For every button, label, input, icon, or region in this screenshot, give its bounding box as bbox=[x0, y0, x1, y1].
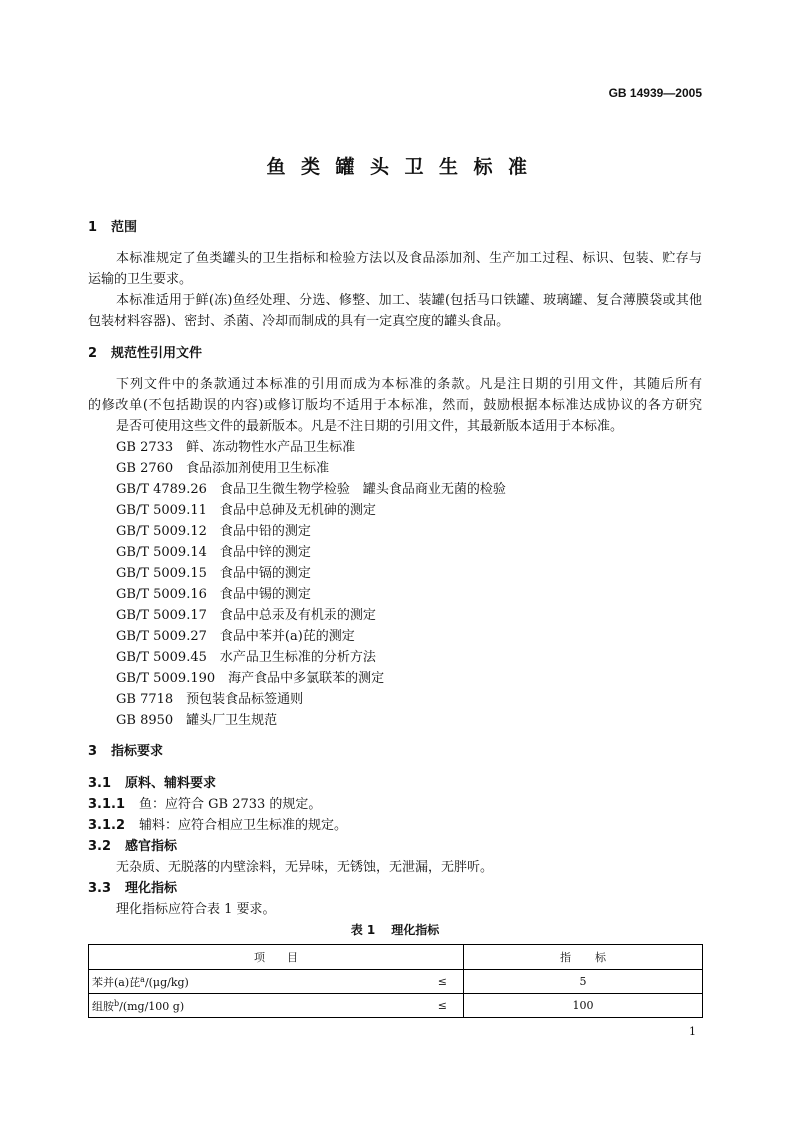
section-number: 2 bbox=[88, 346, 98, 361]
reference-code: GB/T 5009.17 bbox=[116, 608, 207, 623]
item-unit: /(mg/100 g) bbox=[119, 999, 185, 1013]
reference-item bbox=[88, 521, 702, 542]
table-caption bbox=[0, 920, 790, 941]
reference-title: 食品中镉的测定 bbox=[219, 566, 311, 581]
subsection-3-3-heading bbox=[88, 878, 702, 899]
paragraph-line: 的修改单(不包括勘误的内容)或修订版均不适用于本标准，然而，鼓励根据本标准达成协议的各方研究 bbox=[88, 398, 702, 413]
document-title: 鱼类罐头卫生标准 bbox=[266, 156, 543, 178]
subsection-3-1-heading bbox=[88, 773, 702, 794]
reference-item bbox=[88, 437, 702, 458]
section-1-heading bbox=[88, 217, 702, 238]
page-number: 1 bbox=[689, 1025, 696, 1038]
reference-title: 食品中铅的测定 bbox=[219, 524, 311, 539]
clause-3-1-2 bbox=[88, 815, 702, 836]
item-name: 苯并(a)芘 bbox=[92, 975, 141, 989]
reference-code: GB/T 4789.26 bbox=[116, 482, 207, 497]
reference-item bbox=[88, 647, 702, 668]
section-number: 1 bbox=[88, 220, 98, 235]
reference-title: 食品中锡的测定 bbox=[219, 587, 311, 602]
reference-title: 预包装食品标签通则 bbox=[186, 692, 304, 707]
reference-code: GB/T 5009.14 bbox=[116, 545, 207, 560]
reference-item bbox=[88, 668, 702, 689]
paragraph-line: 理化指标应符合表 1 要求。 bbox=[116, 902, 276, 917]
clause-3-1-1 bbox=[88, 794, 702, 815]
paragraph-line: 无杂质、无脱落的内壁涂料，无异味，无锈蚀，无泄漏，无胖听。 bbox=[116, 860, 494, 875]
clause-number: 3.1.2 bbox=[88, 818, 126, 833]
subsection-number: 3.3 bbox=[88, 881, 112, 896]
clause-number: 3.1.1 bbox=[88, 797, 126, 812]
reference-title: 食品卫生微生物学检验 罐头食品商业无菌的检验 bbox=[219, 482, 506, 497]
section-number: 3 bbox=[88, 744, 98, 759]
table-row bbox=[89, 970, 703, 994]
section-title: 规范性引用文件 bbox=[111, 346, 203, 361]
subsection-number: 3.1 bbox=[88, 776, 112, 791]
section-title: 范围 bbox=[111, 220, 138, 235]
reference-code: GB 2733 bbox=[116, 440, 174, 455]
operator-symbol: ≤ bbox=[437, 975, 447, 988]
table-cell-item bbox=[89, 994, 464, 1018]
reference-item bbox=[88, 710, 702, 731]
table-1 bbox=[88, 944, 703, 1018]
item-unit: /(μg/kg) bbox=[144, 975, 189, 989]
clause-text: 鱼：应符合 GB 2733 的规定。 bbox=[139, 797, 322, 812]
subsection-title: 原料、辅料要求 bbox=[125, 776, 217, 791]
reference-item bbox=[88, 458, 702, 479]
table-header-cell: 指标 bbox=[464, 945, 703, 970]
reference-code: GB/T 5009.12 bbox=[116, 524, 207, 539]
reference-item bbox=[88, 542, 702, 563]
footnote-mark: b bbox=[114, 998, 120, 1008]
reference-item bbox=[88, 500, 702, 521]
subsection-3-2-heading bbox=[88, 836, 702, 857]
table-header-row bbox=[89, 945, 703, 970]
table-row bbox=[89, 994, 703, 1018]
reference-item bbox=[88, 563, 702, 584]
table-cell-value: 100 bbox=[464, 994, 703, 1018]
paragraph-line: 是否可使用这些文件的最新版本。凡是不注日期的引用文件，其最新版本适用于本标准。 bbox=[116, 419, 624, 434]
reference-code: GB 2760 bbox=[116, 461, 174, 476]
operator-symbol: ≤ bbox=[437, 999, 447, 1012]
paragraph-line: 运输的卫生要求。 bbox=[88, 272, 193, 287]
reference-title: 食品中总汞及有机汞的测定 bbox=[219, 608, 376, 623]
section-title: 指标要求 bbox=[111, 744, 164, 759]
paragraph-line: 本标准规定了鱼类罐头的卫生指标和检验方法以及食品添加剂、生产加工过程、标识、包装、贮存与 bbox=[116, 251, 702, 266]
section-2-heading bbox=[88, 343, 702, 364]
section-3-body bbox=[88, 773, 702, 920]
table-title: 理化指标 bbox=[391, 923, 440, 937]
table-label: 表 1 bbox=[350, 923, 376, 937]
section-2-body bbox=[88, 374, 702, 731]
reference-item bbox=[88, 626, 702, 647]
reference-item bbox=[88, 584, 702, 605]
paragraph-line: 包装材料容器)、密封、杀菌、冷却而制成的具有一定真空度的罐头食品。 bbox=[88, 314, 510, 329]
clause-text: 辅料：应符合相应卫生标准的规定。 bbox=[139, 818, 348, 833]
reference-title: 水产品卫生标准的分析方法 bbox=[219, 650, 376, 665]
standard-number: GB 14939—2005 bbox=[608, 86, 702, 100]
reference-code: GB/T 5009.16 bbox=[116, 587, 207, 602]
reference-code: GB/T 5009.190 bbox=[116, 671, 216, 686]
reference-code: GB/T 5009.45 bbox=[116, 650, 207, 665]
reference-item bbox=[88, 689, 702, 710]
table-cell-value: 5 bbox=[464, 970, 703, 994]
paragraph-line: 下列文件中的条款通过本标准的引用而成为本标准的条款。凡是注日期的引用文件，其随后所有 bbox=[116, 377, 702, 392]
reference-code: GB 7718 bbox=[116, 692, 174, 707]
table-header-cell: 项目 bbox=[89, 945, 464, 970]
reference-code: GB/T 5009.11 bbox=[116, 503, 207, 518]
item-name: 组胺 bbox=[92, 999, 114, 1013]
reference-code: GB/T 5009.27 bbox=[116, 629, 207, 644]
subsection-title: 感官指标 bbox=[125, 839, 178, 854]
reference-item bbox=[88, 479, 702, 500]
reference-code: GB 8950 bbox=[116, 713, 174, 728]
reference-title: 食品中锌的测定 bbox=[219, 545, 311, 560]
reference-code: GB/T 5009.15 bbox=[116, 566, 207, 581]
paragraph-line: 本标准适用于鲜(冻)鱼经处理、分选、修整、加工、装罐(包括马口铁罐、玻璃罐、复合薄膜袋或其他 bbox=[116, 293, 702, 308]
reference-title: 海产食品中多氯联苯的测定 bbox=[228, 671, 385, 686]
reference-title: 食品中苯并(a)芘的测定 bbox=[219, 629, 355, 644]
subsection-title: 理化指标 bbox=[125, 881, 178, 896]
reference-title: 食品添加剂使用卫生标准 bbox=[186, 461, 330, 476]
table-cell-item bbox=[89, 970, 464, 994]
reference-title: 食品中总砷及无机砷的测定 bbox=[219, 503, 376, 518]
section-1-body bbox=[88, 248, 702, 332]
reference-title: 罐头厂卫生规范 bbox=[186, 713, 278, 728]
reference-title: 鲜、冻动物性水产品卫生标准 bbox=[186, 440, 356, 455]
reference-item bbox=[88, 605, 702, 626]
subsection-number: 3.2 bbox=[88, 839, 112, 854]
section-3-heading bbox=[88, 741, 702, 762]
footnote-mark: a bbox=[140, 974, 145, 984]
